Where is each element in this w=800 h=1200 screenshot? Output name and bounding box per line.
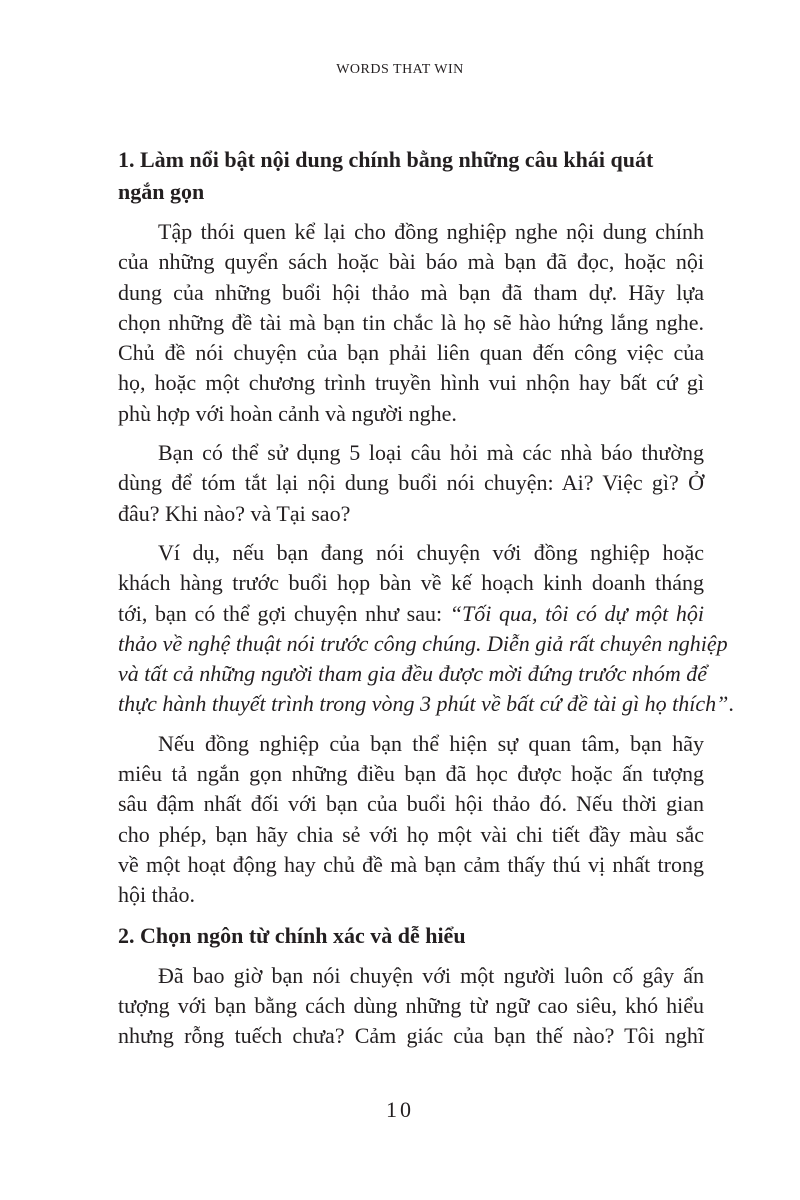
text-line xyxy=(118,278,704,308)
italic-text: “Tối qua, tôi có dự một hội xyxy=(449,600,704,626)
text-line xyxy=(118,144,704,176)
text-line xyxy=(118,689,734,719)
running-head: WORDS THAT WIN xyxy=(336,62,464,77)
text-segment: khách hàng trước buổi họp bàn về kế hoạch kinh doanh tháng xyxy=(118,570,704,596)
text-segment: phù hợp với hoàn cảnh và người nghe. xyxy=(118,400,457,426)
text-line xyxy=(118,789,704,819)
text-segment: 1. Làm nổi bật nội dung chính bằng những câu khái quát xyxy=(118,147,654,172)
italic-text: thực hành thuyết trình trong vòng 3 phút về bất cứ đề tài gì họ thích” xyxy=(118,691,729,717)
text-segment: Tập thói quen kể lại cho đồng nghiệp nghe nội dung chính xyxy=(158,219,704,244)
text-segment: 2. Chọn ngôn từ chính xác và dễ hiểu xyxy=(118,922,466,948)
text-line xyxy=(118,468,704,498)
text-segment: Chủ đề nói chuyện của bạn phải liên quan đến công việc của xyxy=(118,340,704,366)
text-segment: về một hoạt động hay chủ đề mà bạn cảm thấy thú vị nhất trong xyxy=(118,851,704,877)
text-line xyxy=(118,368,704,398)
text-segment: Nếu đồng nghiệp của bạn thể hiện sự quan tâm, bạn hãy xyxy=(158,730,704,756)
text-line xyxy=(118,217,704,247)
section-heading xyxy=(118,144,704,208)
text-segment: dùng để tóm tắt lại nội dung buổi nói chuyện: Ai? Việc gì? Ở xyxy=(118,470,704,496)
text-line xyxy=(118,920,704,952)
text-segment: dung của những buổi hội thảo mà bạn đã tham dự. Hãy lựa xyxy=(118,279,704,305)
italic-text: thảo về nghệ thuật nói trước công chúng. Diễn giả rất chuyên nghiệp xyxy=(118,630,728,656)
paragraph xyxy=(118,538,734,720)
text-line xyxy=(118,629,728,659)
text-segment: của những quyển sách hoặc bài báo mà bạn đã đọc, hoặc nội xyxy=(118,249,704,275)
text-line xyxy=(118,991,704,1021)
text-segment: sâu đậm nhất đối với bạn của buổi hội thảo đó. Nếu thời gian xyxy=(118,791,704,817)
text-line xyxy=(118,729,704,759)
section-heading xyxy=(118,920,704,952)
paragraph xyxy=(118,438,704,529)
paragraph xyxy=(118,729,704,911)
text-line xyxy=(118,399,704,429)
text-segment: Ví dụ, nếu bạn đang nói chuyện với đồng nghiệp hoặc xyxy=(158,539,704,565)
text-line xyxy=(118,599,704,629)
text-line xyxy=(118,308,704,338)
text-segment: chọn những đề tài mà bạn tin chắc là họ sẽ hào hứng lắng nghe. xyxy=(118,309,704,335)
text-line xyxy=(118,499,704,529)
text-line xyxy=(118,759,704,789)
page-body xyxy=(118,144,734,1051)
text-line xyxy=(118,176,704,208)
text-segment: cho phép, bạn hãy chia sẻ với họ một vài chi tiết đầy màu sắc xyxy=(118,821,704,847)
text-line xyxy=(118,538,704,568)
paragraph xyxy=(118,961,704,1052)
text-line xyxy=(118,1021,704,1051)
text-line xyxy=(118,850,704,880)
text-line xyxy=(118,247,704,277)
text-line xyxy=(118,338,704,368)
text-line xyxy=(118,880,704,910)
text-line xyxy=(118,961,704,991)
text-segment: nhưng rỗng tuếch chưa? Cảm giác của bạn thế nào? Tôi nghĩ xyxy=(118,1023,704,1049)
text-segment: . xyxy=(728,691,734,717)
text-segment: họ, hoặc một chương trình truyền hình vui nhộn hay bất cứ gì xyxy=(118,370,704,396)
text-segment: miêu tả ngắn gọn những điều bạn đã học được hoặc ấn tượng xyxy=(118,761,704,787)
text-segment: hội thảo. xyxy=(118,882,195,908)
italic-text: và tất cả những người tham gia đều được mời đứng trước nhóm để xyxy=(118,661,708,687)
text-line xyxy=(118,438,704,468)
text-segment: Đã bao giờ bạn nói chuyện với một người luôn cố gây ấn xyxy=(158,962,704,988)
text-segment: ngắn gọn xyxy=(118,179,205,204)
text-segment: tượng với bạn bằng cách dùng những từ ngữ cao siêu, khó hiểu xyxy=(118,992,704,1018)
text-segment: đâu? Khi nào? và Tại sao? xyxy=(118,500,351,526)
text-line xyxy=(118,820,704,850)
text-line xyxy=(118,659,708,689)
paragraph xyxy=(118,217,704,429)
text-segment: Bạn có thể sử dụng 5 loại câu hỏi mà các nhà báo thường xyxy=(158,440,704,466)
text-line xyxy=(118,568,704,598)
text-segment: tới, bạn có thể gợi chuyện như sau: xyxy=(118,600,450,626)
page-number: 10 xyxy=(386,1097,414,1122)
